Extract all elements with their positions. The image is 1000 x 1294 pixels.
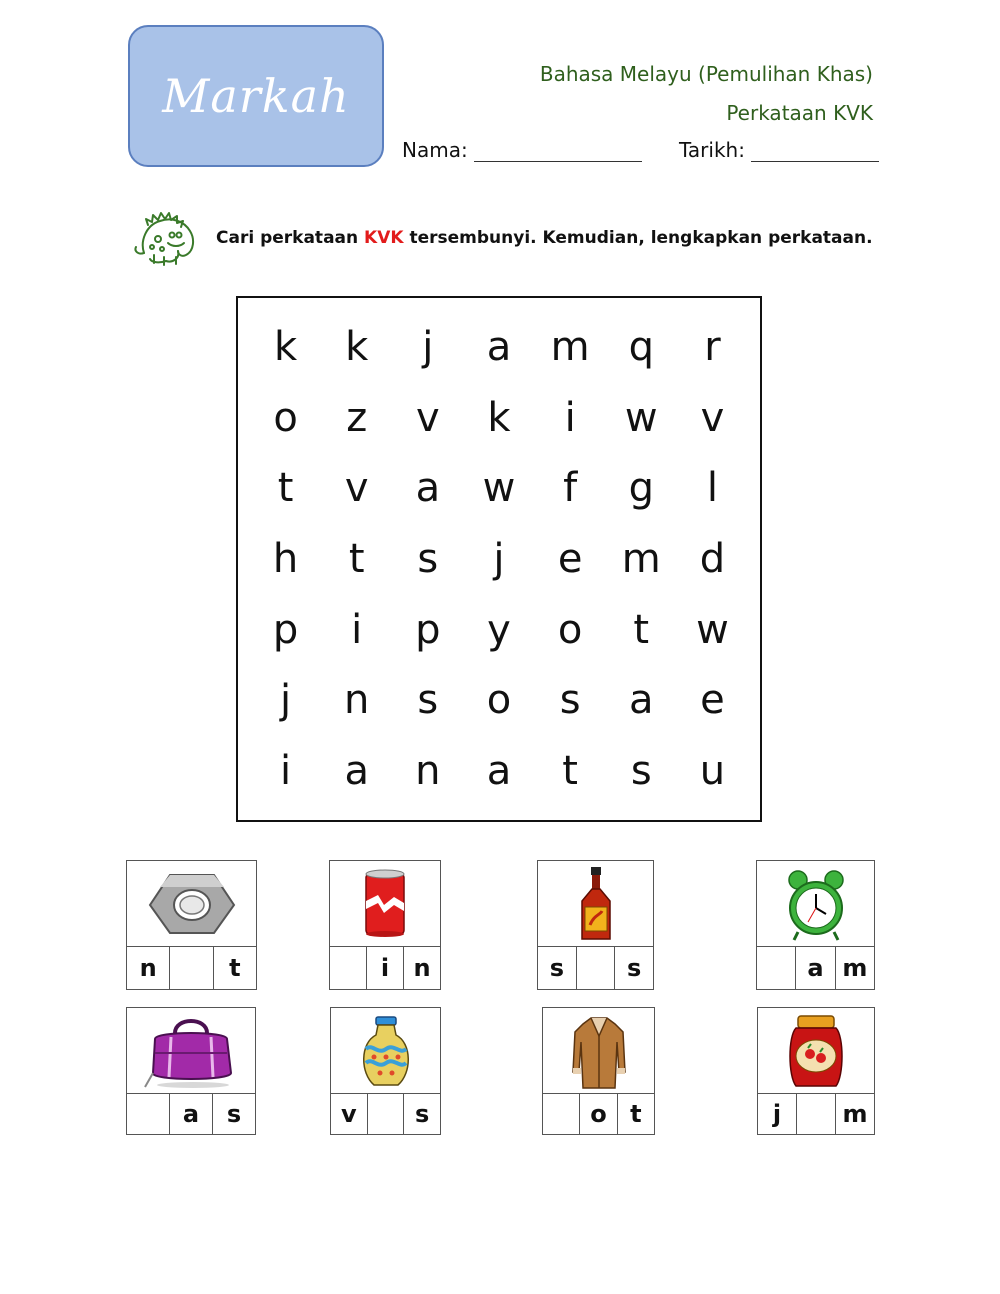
jam-jar-icon (758, 1008, 874, 1094)
instruction-before: Cari perkataan (216, 228, 365, 248)
letter-slot[interactable]: j (758, 1094, 797, 1134)
name-input-line[interactable] (474, 139, 642, 162)
grid-letter[interactable]: d (699, 535, 726, 582)
card-jem (757, 1007, 875, 1135)
grid-letter[interactable]: w (696, 606, 729, 653)
letter-slot[interactable] (797, 1094, 836, 1134)
letter-slots (757, 947, 874, 989)
grid-letter[interactable]: i (351, 606, 363, 653)
grid-letter[interactable]: o (557, 606, 583, 653)
letter-slot[interactable] (368, 1094, 405, 1134)
grid-letter[interactable]: e (557, 535, 583, 582)
grid-letter[interactable]: j (422, 324, 434, 371)
grid-letter[interactable]: m (621, 535, 661, 582)
alarm-clock-icon (757, 861, 874, 947)
letter-slot[interactable]: a (170, 1094, 213, 1134)
grid-letter[interactable]: t (633, 606, 650, 653)
grid-letter[interactable]: a (486, 747, 512, 794)
letter-slot[interactable]: t (630, 1100, 642, 1128)
soda-can-icon (330, 861, 440, 947)
grid-letter[interactable]: j (280, 677, 292, 724)
grid-letter[interactable]: u (699, 747, 726, 794)
letter-slot[interactable]: a (796, 947, 835, 989)
letter-slot[interactable]: o (580, 1094, 617, 1134)
letter-slot[interactable] (330, 947, 367, 989)
grid-letter[interactable]: o (486, 677, 512, 724)
grid-letter[interactable]: g (628, 465, 654, 512)
letter-slots (127, 947, 256, 989)
letter-slots (758, 1094, 874, 1134)
letter-slot[interactable]: s (538, 947, 577, 989)
letter-slot[interactable]: m (842, 954, 868, 982)
grid-letter[interactable]: s (417, 535, 439, 582)
dinosaur-icon (132, 205, 202, 271)
grid-letter[interactable]: t (562, 747, 578, 794)
grid-letter[interactable]: i (280, 747, 292, 794)
grid-letter[interactable]: j (493, 535, 505, 582)
letter-slot[interactable]: v (331, 1094, 368, 1134)
grid-letter[interactable]: i (564, 394, 576, 441)
grid-letter[interactable]: y (487, 606, 511, 653)
letter-slot[interactable]: s (226, 1100, 242, 1128)
grid-letter[interactable]: p (415, 606, 441, 653)
letter-slot[interactable] (543, 1094, 580, 1134)
grid-letter[interactable]: e (700, 677, 725, 724)
letter-slot[interactable]: i (367, 947, 404, 989)
grid-letter[interactable]: r (704, 324, 721, 371)
card-nut (126, 860, 257, 990)
letter-slot[interactable] (170, 947, 213, 989)
letter-slots (543, 1094, 654, 1134)
letter-slots (330, 947, 440, 989)
markah-box (128, 25, 384, 167)
grid-letter[interactable]: h (272, 535, 299, 582)
card-beg (126, 1007, 256, 1135)
grid-letter[interactable]: q (628, 324, 654, 371)
card-kot (542, 1007, 655, 1135)
grid-letter[interactable]: s (417, 677, 439, 724)
markah-label: Markah (162, 69, 350, 123)
topic-title: Perkataan KVK (726, 101, 873, 125)
grid-letter[interactable]: k (487, 394, 511, 441)
grid-letter[interactable]: w (482, 465, 516, 512)
grid-letter[interactable]: f (563, 465, 578, 512)
letter-slot[interactable] (757, 947, 796, 989)
nut-icon (127, 861, 256, 947)
letter-slot[interactable]: m (842, 1100, 868, 1128)
name-label: Nama: (402, 138, 468, 162)
date-input-line[interactable] (751, 139, 879, 162)
bag-icon (127, 1008, 255, 1094)
grid-letter[interactable]: n (415, 747, 441, 794)
grid-letter[interactable]: s (630, 747, 652, 794)
letter-slots (127, 1094, 255, 1134)
grid-letter[interactable]: k (345, 324, 369, 371)
grid-letter[interactable]: m (550, 324, 590, 371)
grid-letter[interactable]: t (348, 535, 365, 582)
grid-letter[interactable]: k (273, 324, 298, 371)
letter-slot[interactable]: n (127, 947, 170, 989)
grid-letter[interactable]: t (277, 465, 294, 512)
date-label: Tarikh: (679, 138, 745, 162)
grid-letter[interactable]: o (273, 394, 298, 441)
date-field[interactable] (679, 138, 879, 162)
grid-letter[interactable]: v (700, 394, 725, 441)
instruction-row (132, 205, 873, 271)
word-search-grid (236, 296, 762, 822)
letter-slot[interactable]: s (415, 1100, 430, 1128)
letter-slot[interactable] (127, 1094, 170, 1134)
grid-letter[interactable]: v (344, 465, 369, 512)
letter-slot[interactable]: n (413, 954, 431, 982)
grid-letter[interactable]: a (629, 677, 654, 724)
letter-slot[interactable] (577, 947, 616, 989)
coat-icon (543, 1008, 654, 1094)
grid-letter[interactable]: z (346, 394, 368, 441)
subject-title: Bahasa Melayu (Pemulihan Khas) (539, 62, 873, 86)
vase-icon (331, 1008, 440, 1094)
grid-letter[interactable]: n (344, 677, 370, 724)
grid-letter[interactable]: w (624, 394, 658, 441)
letter-slot[interactable]: s (627, 954, 642, 982)
grid-letter[interactable]: s (559, 677, 581, 724)
letter-slot[interactable]: t (229, 954, 241, 982)
grid-letter[interactable]: v (416, 394, 440, 441)
card-vas (330, 1007, 441, 1135)
card-sos (537, 860, 654, 990)
sauce-bottle-icon (538, 861, 653, 947)
instruction-text (216, 228, 873, 248)
card-tin (329, 860, 441, 990)
grid-letter[interactable]: a (344, 747, 369, 794)
grid-letter[interactable]: a (486, 324, 512, 371)
card-jam-clock (756, 860, 875, 990)
grid-letter[interactable]: p (272, 606, 299, 653)
instruction-after: tersembunyi. Kemudian, lengkapkan perkataan. (403, 228, 873, 248)
name-field[interactable] (402, 138, 642, 162)
grid-letter[interactable]: l (706, 465, 718, 512)
letter-slots (331, 1094, 440, 1134)
letter-slots (538, 947, 653, 989)
instruction-kvk: KVK (364, 228, 404, 248)
grid-letter[interactable]: a (415, 465, 441, 512)
